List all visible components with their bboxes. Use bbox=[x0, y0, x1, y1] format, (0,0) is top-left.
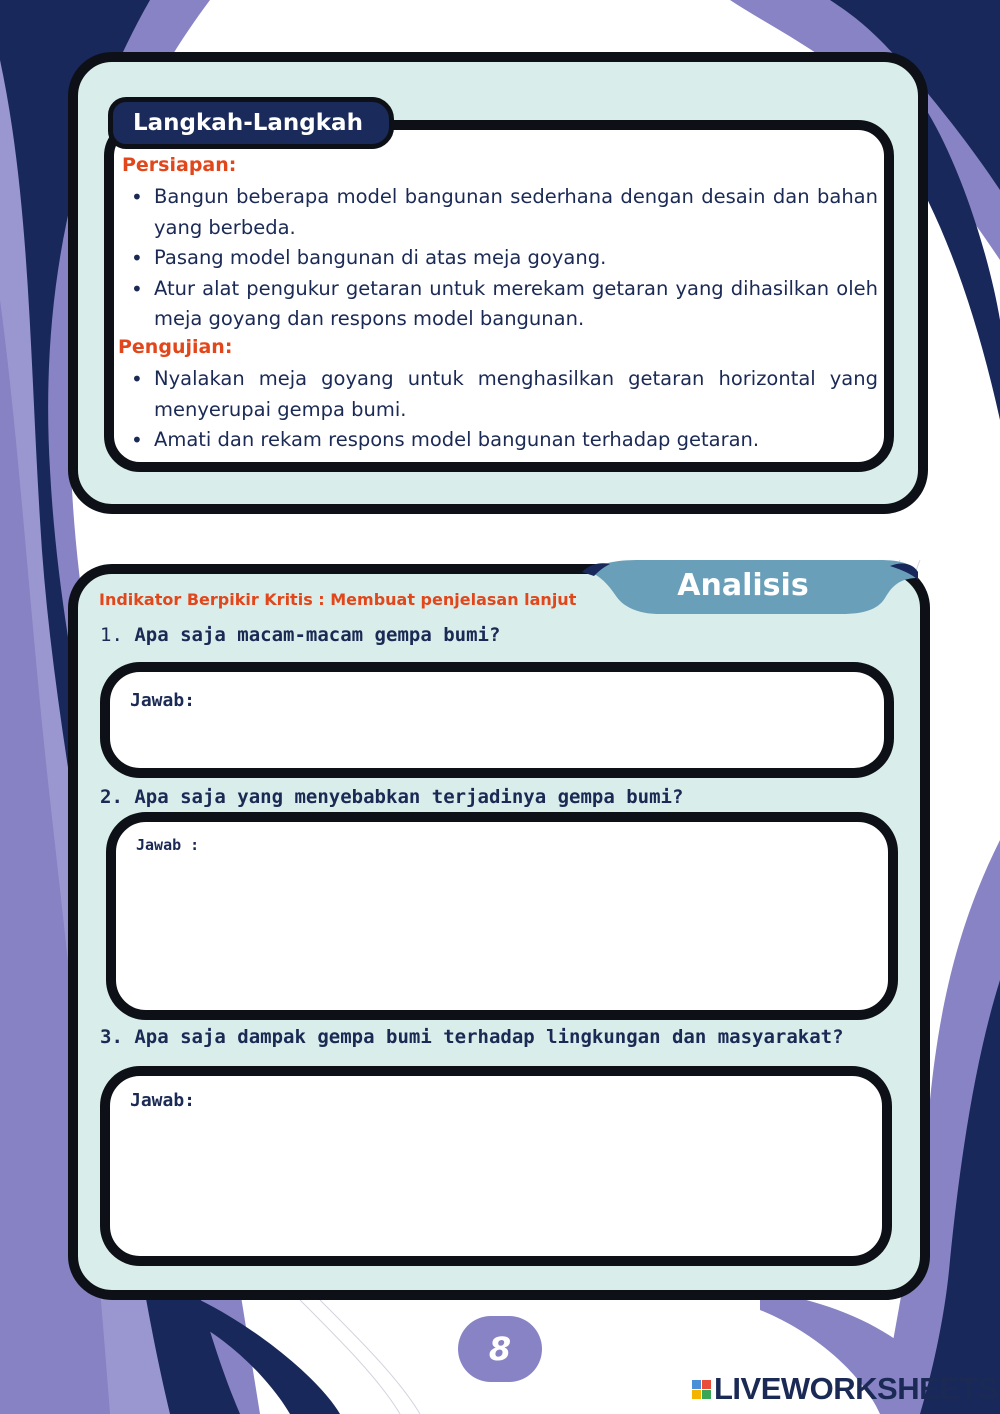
question-1 bbox=[100, 624, 500, 646]
brand-text: LIVEWORKSHEETS bbox=[714, 1371, 999, 1406]
question-text: Apa saja macam-macam gempa bumi? bbox=[134, 624, 501, 646]
list-item: • Bangun beberapa model bangunan sederhana dengan desain dan bahan yang berbeda. bbox=[122, 182, 878, 243]
question-number: 1. bbox=[100, 624, 123, 646]
liveworksheets-icon bbox=[692, 1380, 711, 1399]
answer-box-3[interactable] bbox=[100, 1066, 892, 1266]
preparation-label: Persiapan: bbox=[122, 154, 237, 176]
list-item: • Atur alat pengukur getaran untuk merekam getaran yang dihasilkan oleh meja goyang dan respons model bangunan. bbox=[122, 274, 878, 335]
question-3 bbox=[100, 1026, 844, 1048]
question-number: 3. bbox=[100, 1026, 123, 1048]
answer-input-2[interactable] bbox=[136, 862, 864, 994]
testing-label: Pengujian: bbox=[118, 336, 233, 358]
answer-label: Jawab: bbox=[130, 1090, 196, 1111]
testing-list bbox=[122, 364, 878, 456]
list-item: • Amati dan rekam respons model bangunan terhadap getaran. bbox=[122, 425, 878, 456]
answer-box-2[interactable] bbox=[106, 812, 898, 1020]
answer-input-1[interactable] bbox=[130, 720, 860, 752]
page-number: 8 bbox=[458, 1316, 542, 1382]
analysis-title: Analisis bbox=[677, 568, 809, 603]
steps-box bbox=[104, 120, 894, 472]
liveworksheets-logo bbox=[692, 1372, 998, 1406]
question-text: Apa saja dampak gempa bumi terhadap lingkungan dan masyarakat? bbox=[134, 1026, 844, 1048]
critical-thinking-indicator: Indikator Berpikir Kritis : Membuat penjelasan lanjut bbox=[99, 590, 577, 609]
question-number: 2. bbox=[100, 786, 123, 808]
answer-input-3[interactable] bbox=[130, 1120, 858, 1240]
answer-box-1[interactable] bbox=[100, 662, 894, 778]
answer-label: Jawab: bbox=[130, 690, 196, 711]
answer-label: Jawab : bbox=[136, 836, 200, 854]
steps-title: Langkah-Langkah bbox=[108, 97, 394, 149]
preparation-list bbox=[122, 182, 878, 335]
list-item: • Pasang model bangunan di atas meja goyang. bbox=[122, 243, 878, 274]
list-item: • Nyalakan meja goyang untuk menghasilkan getaran horizontal yang menyerupai gempa bumi. bbox=[122, 364, 878, 425]
question-2 bbox=[100, 786, 683, 808]
question-text: Apa saja yang menyebabkan terjadinya gempa bumi? bbox=[134, 786, 684, 808]
